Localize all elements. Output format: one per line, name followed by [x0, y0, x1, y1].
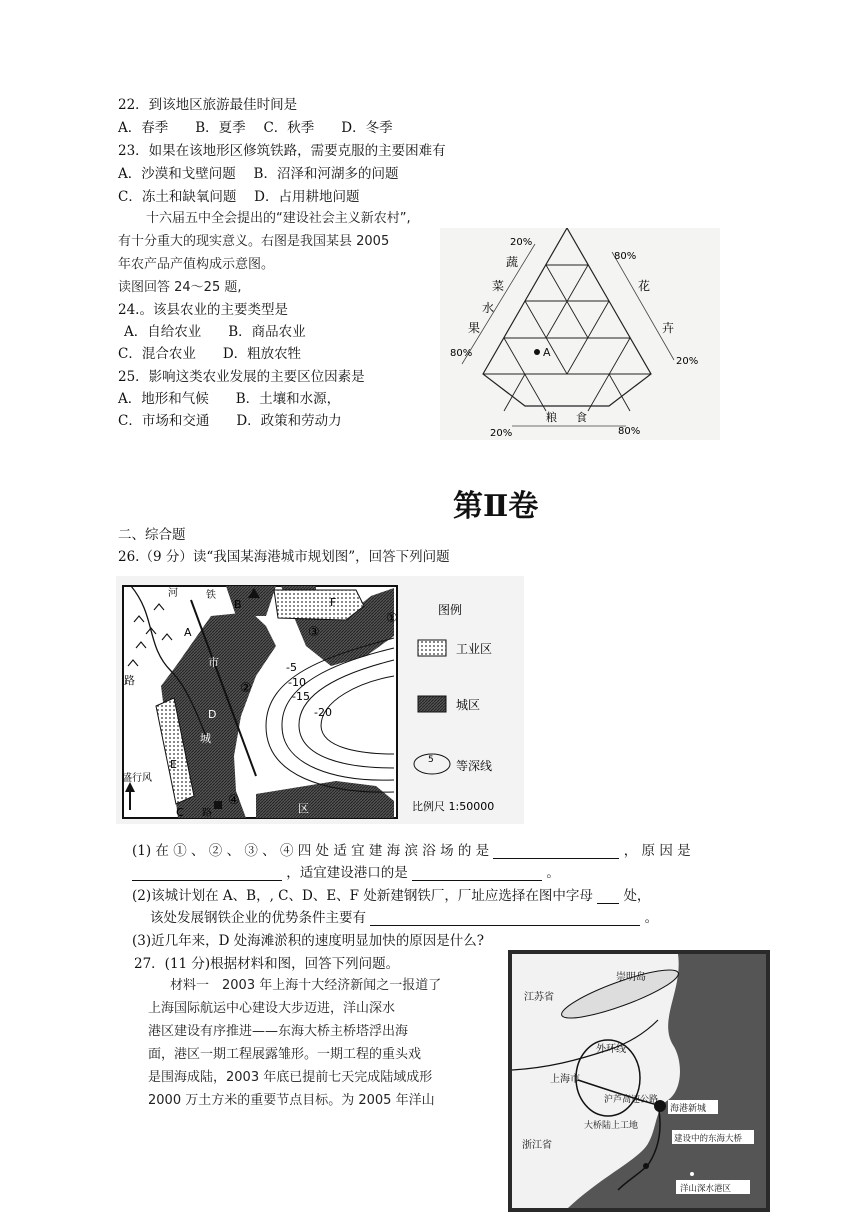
- legend-contour: 等深线: [456, 759, 493, 773]
- answer-blank-port[interactable]: [412, 868, 542, 881]
- q26-sub2-part-a: (2)该城计划在 A、B，, C、D、E、F 处新建钢铁厂，厂址应选择在图中字母: [132, 888, 593, 904]
- q23-stem: 23．如果在该地形区修筑铁路，需要克服的主要困难有: [118, 143, 446, 159]
- q22-stem: 22．到该地区旅游最佳时间是: [118, 97, 298, 113]
- q27-material-line-4: 面，港区一期工程展露雏形。一期工程的重头戏: [148, 1047, 422, 1062]
- q27-material-line-2: 上海国际航运中心建设大步迈进，洋山深水: [148, 1001, 396, 1016]
- map-scale: 比例尺 1:50000: [412, 800, 495, 813]
- letter-b: B: [234, 598, 242, 611]
- place-char-3: 路: [124, 674, 135, 687]
- depth-5: -5: [286, 661, 297, 674]
- axis-char-4: 果: [468, 321, 481, 335]
- label-zhejiang: 浙江省: [522, 1140, 552, 1151]
- axis-char-3: 水: [482, 301, 495, 315]
- q27-material-line-3: 港区建设有序推进——东海大桥主桥塔浮出海: [148, 1024, 409, 1039]
- answer-blank-site[interactable]: [597, 891, 619, 904]
- bottom-right-pct: 80%: [618, 426, 641, 437]
- label-waihuan: 外环线: [596, 1044, 626, 1055]
- q26-sub1-part-a: (1) 在 ① 、 ② 、 ③ 、 ④ 四 处 适 宜 建 海 滨 浴 场 的 是: [132, 843, 490, 859]
- letter-d: D: [208, 708, 217, 721]
- legend-city-swatch: [418, 696, 446, 712]
- harbor-city-map: [116, 576, 524, 824]
- passage-line-1: 十六届五中全会提出的“建设社会主义新农村”,: [146, 211, 411, 226]
- q26-sub2-line1: [132, 888, 650, 904]
- q26-sub1-line1: [132, 843, 691, 859]
- q26-sub1-part-c: ，适宜建设港口的是: [286, 865, 408, 881]
- legend-industry-swatch: [418, 640, 446, 656]
- axis-char-5: 花: [638, 279, 651, 293]
- axis-char-6: 卉: [662, 321, 675, 335]
- q24-options-cd: C．混合农业 D．粗放农牲: [118, 346, 302, 362]
- q25-stem: 25．影响这类农业发展的主要区位因素是: [118, 369, 365, 385]
- circle-1: ①: [386, 611, 398, 626]
- legend-contour-sample: 5: [428, 755, 434, 765]
- bottom-left-pct: 20%: [490, 428, 513, 439]
- passage-line-3: 年农产品产值构成示意图。: [118, 257, 275, 272]
- right-top-pct: 80%: [614, 251, 637, 262]
- q24-stem: 24.。该县农业的主要类型是: [118, 302, 288, 318]
- point-a-label: A: [543, 346, 551, 359]
- axis-char-7: 粮: [546, 411, 557, 424]
- q27-material-line-1: 材料一 2003 年上海十大经济新闻之一报道了: [170, 978, 442, 993]
- label-donghai-bridge: 建设中的东海大桥: [674, 1134, 743, 1144]
- depth-10: -10: [288, 676, 306, 689]
- q27-material-line-6: 2000 万土方米的重要节点目标。为 2005 年洋山: [148, 1093, 435, 1108]
- q22-options: A．春季 B．夏季 C．秋季 D．冬季: [118, 120, 393, 136]
- q26-sub1-part-b: ， 原 因 是: [623, 843, 691, 859]
- part2-heading: 二、综合题: [118, 527, 186, 543]
- answer-blank-advantages[interactable]: [370, 913, 640, 926]
- letter-f: F: [330, 596, 337, 609]
- q26-sub2-line2: [150, 910, 658, 926]
- axis-char-8: 食: [576, 411, 587, 424]
- q26-sub3: (3)近几年来，D 处海滩淤积的速度明显加快的原因是什么?: [132, 933, 484, 949]
- q26-sub1-part-d: 。: [546, 865, 560, 881]
- circle-3: ③: [308, 625, 320, 640]
- q23-options-cd: C．冻土和缺氧问题 D．占用耕地问题: [118, 189, 360, 205]
- legend-title: 图例: [438, 603, 463, 617]
- label-bridge-site: 大桥陆上工地: [584, 1121, 639, 1131]
- wind-label: 盛行风: [122, 773, 152, 784]
- place-char-7: 路: [202, 808, 212, 819]
- q23-options-ab: A．沙漠和戈壁问题 B．沼泽和河湖多的问题: [118, 166, 399, 182]
- q25-options-ab: A．地形和气候 B．土壤和水源，: [118, 391, 341, 407]
- q27-material-line-5: 是围海成陆，2003 年底已提前七天完成陆域成形: [148, 1070, 433, 1085]
- right-bottom-pct: 20%: [676, 356, 699, 367]
- shanghai-port-map: [508, 950, 770, 1212]
- label-jiangsu: 江苏省: [524, 992, 554, 1003]
- label-new-port-city: 海港新城: [670, 1104, 707, 1114]
- answer-blank-reason[interactable]: [132, 868, 282, 881]
- axis-char-2: 菜: [492, 279, 505, 293]
- crop-value-triangle-chart: [440, 228, 720, 440]
- q26-sub2-part-d: 。: [644, 910, 659, 926]
- place-char-1: 河: [168, 588, 178, 599]
- left-top-pct: 20%: [510, 237, 533, 248]
- circle-4: ④: [228, 793, 240, 808]
- passage-line-2: 有十分重大的现实意义。右图是我国某县 2005: [118, 234, 390, 249]
- legend-industry: 工业区: [456, 642, 493, 656]
- q26-sub1-line2: [132, 865, 560, 881]
- letter-e: E: [170, 758, 177, 771]
- place-char-6: 区: [298, 802, 309, 815]
- point-a-marker: [534, 349, 540, 355]
- place-char-2: 铁: [206, 590, 216, 601]
- q26-sub2-part-b: 处，: [623, 888, 651, 904]
- q25-options-cd: C．市场和交通 D．政策和劳动力: [118, 413, 342, 429]
- place-char-4: 城: [200, 732, 211, 745]
- letter-c: C: [176, 806, 184, 819]
- circle-2: ②: [240, 681, 252, 696]
- label-shanghai-city: 上海市: [550, 1074, 580, 1085]
- section-title: 第Ⅱ卷: [453, 489, 539, 524]
- q26-stem: 26.（9 分）读“我国某海港城市规划图”，回答下列问题: [118, 549, 450, 565]
- label-yangshan-port: 洋山深水港区: [680, 1184, 732, 1194]
- q27-stem: 27．(11 分)根据材料和图，回答下列问题。: [134, 956, 400, 972]
- axis-char-1: 蔬: [506, 255, 519, 269]
- q24-options-ab: A．自给农业 B．商品农业: [124, 324, 306, 340]
- depth-15: -15: [292, 690, 310, 703]
- label-chongming: 崇明岛: [616, 972, 646, 983]
- left-bottom-pct: 80%: [450, 348, 473, 359]
- label-hulu-highway: 沪芦高速公路: [604, 1095, 659, 1105]
- depth-20: -20: [314, 706, 332, 719]
- place-char-5: 市: [208, 656, 219, 669]
- letter-a: A: [184, 626, 192, 639]
- q26-sub2-part-c: 该处发展钢铁企业的优势条件主要有: [150, 910, 366, 926]
- passage-line-4: 读图回答 24～25 题,: [118, 280, 242, 295]
- legend-city: 城区: [456, 698, 481, 712]
- answer-blank-bathing[interactable]: [493, 846, 619, 859]
